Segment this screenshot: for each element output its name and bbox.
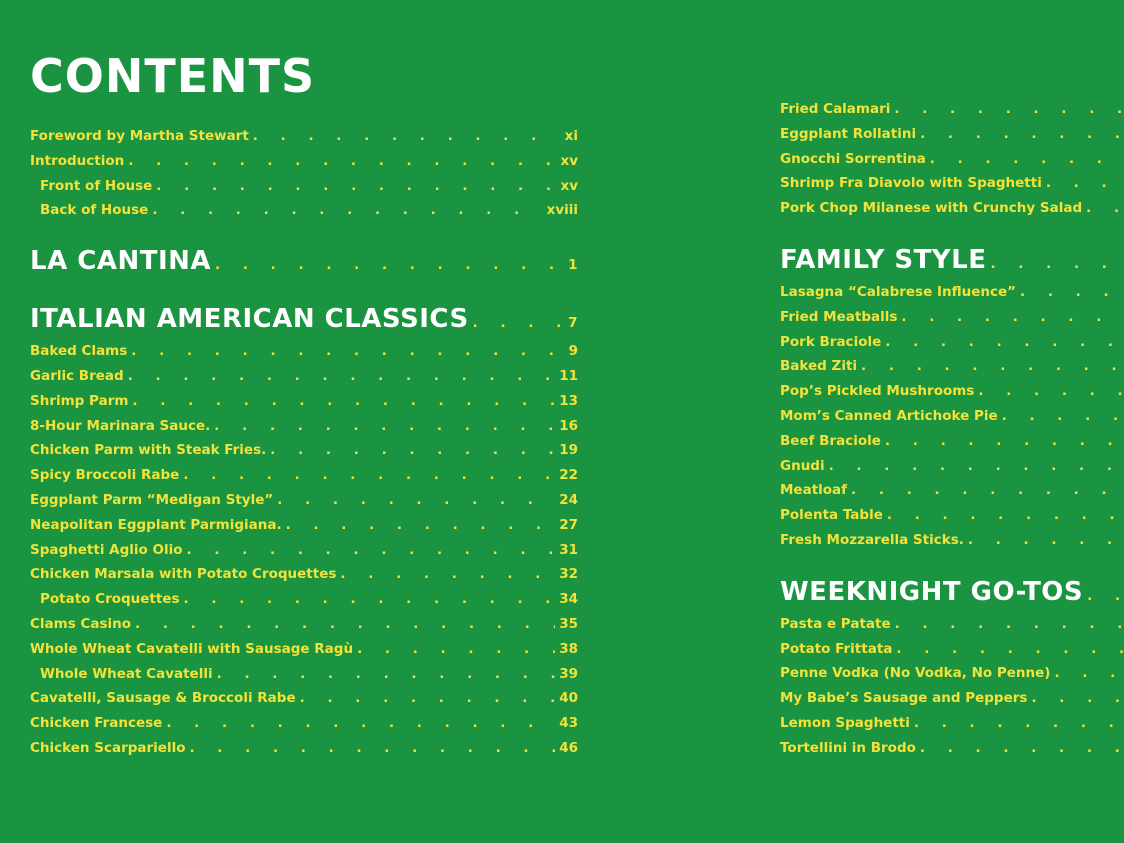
entry-label: 8-Hour Marinara Sauce. — [30, 417, 211, 434]
entry-page: 9 — [568, 343, 578, 360]
toc-entry[interactable] — [780, 736, 1124, 761]
entry-label: Clams Casino — [30, 615, 132, 632]
toc-entry[interactable] — [30, 562, 578, 587]
entry-page: 27 — [559, 516, 578, 533]
continued-list — [780, 97, 1124, 221]
leader-dots — [920, 122, 1124, 147]
entry-label: Eggplant Parm “Medigan Style” — [30, 491, 274, 508]
entry-label: Chicken Francese — [30, 715, 163, 732]
toc-entry[interactable] — [780, 503, 1124, 528]
leader-dots — [184, 587, 556, 612]
toc-right-page — [780, 97, 1124, 761]
toc-entry[interactable] — [30, 149, 578, 174]
entry-label: Spaghetti Aglio Olio — [30, 541, 183, 558]
leader-dots — [829, 454, 1124, 479]
entry-label: Mom’s Canned Artichoke Pie — [780, 407, 998, 424]
toc-entry[interactable] — [780, 478, 1124, 503]
entry-page: xviii — [546, 202, 578, 219]
leader-dots — [920, 736, 1124, 761]
leader-dots — [253, 124, 560, 149]
entry-label: Back of House — [40, 202, 149, 219]
entry-label: Foreword by Martha Stewart — [30, 128, 249, 144]
leader-dots — [270, 438, 555, 463]
entry-label: Meatloaf — [780, 482, 848, 499]
entry-label: Tortellini in Brodo — [780, 739, 916, 756]
toc-entry[interactable] — [30, 513, 578, 538]
toc-entry[interactable] — [780, 686, 1124, 711]
entry-label: Pork Braciole — [780, 333, 882, 350]
entry-label: My Babe’s Sausage and Peppers — [780, 690, 1028, 707]
entry-label: Chicken Marsala with Potato Croquettes — [30, 566, 337, 583]
leader-dots — [1046, 171, 1124, 196]
entry-page: 43 — [559, 715, 578, 732]
entry-label: Gnudi — [780, 457, 825, 474]
entry-label: Whole Wheat Cavatelli — [40, 665, 213, 682]
toc-entry[interactable] — [780, 528, 1124, 553]
toc-entry[interactable] — [780, 429, 1124, 454]
leader-dots — [851, 478, 1124, 503]
entry-label: Shrimp Fra Diavolo with Spaghetti — [780, 175, 1042, 192]
section-page: 1 — [568, 257, 578, 274]
toc-entry[interactable] — [780, 612, 1124, 637]
leader-dots — [887, 503, 1124, 528]
entry-label: Chicken Scarpariello — [30, 739, 186, 756]
leader-dots — [152, 198, 542, 223]
leader-dots — [894, 97, 1124, 122]
leader-dots — [340, 562, 555, 587]
leader-dots — [1031, 686, 1124, 711]
toc-entry[interactable] — [30, 364, 578, 389]
leader-dots — [135, 612, 555, 637]
classics-list — [30, 339, 578, 761]
leader-dots — [131, 339, 560, 364]
toc-entry[interactable] — [780, 171, 1124, 196]
leader-dots — [990, 244, 1120, 284]
leader-dots — [286, 513, 556, 538]
entry-label: Shrimp Parm — [30, 392, 129, 409]
leader-dots — [1086, 196, 1124, 221]
entry-label: Potato Frittata — [780, 640, 893, 657]
toc-entry[interactable] — [30, 538, 578, 563]
section-la-cantina[interactable] — [30, 241, 578, 281]
leader-dots — [895, 612, 1124, 637]
entry-label: Whole Wheat Cavatelli with Sausage Ragù — [30, 640, 354, 657]
entry-page: 40 — [559, 690, 578, 707]
toc-entry[interactable] — [780, 196, 1124, 221]
toc-entry[interactable] — [780, 711, 1124, 736]
entry-page: 32 — [559, 566, 578, 583]
section-page: 7 — [568, 315, 578, 332]
leader-dots — [128, 149, 556, 174]
toc-entry[interactable] — [30, 612, 578, 637]
leader-dots — [187, 538, 556, 563]
toc-entry[interactable] — [30, 339, 578, 364]
entry-label: Penne Vodka (No Vodka, No Penne) — [780, 665, 1051, 682]
leader-dots — [885, 429, 1124, 454]
toc-entry[interactable] — [780, 404, 1124, 429]
section-label: WEEKNIGHT GO-TOS — [780, 576, 1084, 607]
entry-label: Chicken Parm with Steak Fries. — [30, 442, 267, 459]
toc-entry[interactable] — [30, 488, 578, 513]
toc-entry[interactable] — [780, 661, 1124, 686]
entry-page: 38 — [559, 640, 578, 657]
toc-entry[interactable] — [780, 305, 1124, 330]
leader-dots — [132, 389, 555, 414]
entry-label: Neapolitan Eggplant Parmigiana. — [30, 516, 282, 533]
leader-dots — [978, 379, 1124, 404]
section-label: ITALIAN AMERICAN CLASSICS — [30, 304, 469, 335]
entry-label: Spicy Broccoli Rabe — [30, 467, 180, 484]
entry-page: 24 — [559, 491, 578, 508]
entry-label: Fresh Mozzarella Sticks. — [780, 531, 964, 548]
entry-label: Pasta e Patate — [780, 615, 891, 632]
entry-page: 11 — [559, 367, 578, 384]
weeknight-list — [780, 612, 1124, 761]
toc-entry[interactable] — [30, 662, 578, 687]
leader-dots — [156, 174, 556, 199]
leader-dots — [896, 637, 1124, 662]
entry-label: Pop’s Pickled Mushrooms — [780, 383, 975, 400]
section-weeknight-go-tos[interactable] — [780, 572, 1124, 612]
entry-page: 31 — [559, 541, 578, 558]
leader-dots — [1054, 661, 1124, 686]
leader-dots — [861, 354, 1124, 379]
entry-page: xv — [560, 177, 578, 194]
leader-dots — [930, 147, 1124, 172]
toc-entry[interactable] — [30, 124, 578, 149]
entry-label: Potato Croquettes — [40, 591, 180, 608]
entry-label: Cavatelli, Sausage & Broccoli Rabe — [30, 690, 296, 707]
toc-entry[interactable] — [30, 389, 578, 414]
leader-dots — [1087, 576, 1120, 616]
entry-label: Introduction — [30, 152, 125, 169]
leader-dots — [217, 662, 556, 687]
section-label: LA CANTINA — [30, 246, 211, 277]
toc-entry[interactable] — [30, 414, 578, 439]
leader-dots — [473, 303, 564, 343]
entry-page: 13 — [559, 392, 578, 409]
toc-entry[interactable] — [30, 198, 578, 223]
leader-dots — [1002, 404, 1124, 429]
entry-label: Beef Braciole — [780, 432, 881, 449]
toc-left-page — [30, 50, 578, 761]
toc-entry[interactable] — [30, 463, 578, 488]
section-family-style[interactable] — [780, 240, 1124, 280]
entry-label: Baked Ziti — [780, 358, 858, 375]
toc-entry[interactable] — [780, 354, 1124, 379]
entry-page: 16 — [559, 417, 578, 434]
leader-dots — [901, 305, 1124, 330]
entry-page: 22 — [559, 467, 578, 484]
section-italian-american-classics[interactable] — [30, 299, 578, 339]
toc-entry[interactable] — [30, 711, 578, 736]
page-title: CONTENTS — [30, 49, 316, 103]
toc-entry[interactable] — [780, 122, 1124, 147]
toc-entry[interactable] — [780, 330, 1124, 355]
leader-dots — [914, 711, 1124, 736]
toc-entry[interactable] — [30, 736, 578, 761]
entry-page: xv — [560, 152, 578, 169]
toc-entry[interactable] — [780, 379, 1124, 404]
entry-page: 34 — [559, 591, 578, 608]
toc-entry[interactable] — [30, 174, 578, 199]
toc-entry[interactable] — [780, 147, 1124, 172]
entry-label: Front of House — [40, 177, 153, 194]
leader-dots — [128, 364, 556, 389]
entry-label: Gnocchi Sorrentina — [780, 150, 926, 167]
entry-label: Fried Calamari — [780, 101, 891, 117]
entry-label: Lasagna “Calabrese Influence” — [780, 283, 1016, 300]
leader-dots — [189, 736, 555, 761]
toc-entry[interactable] — [780, 280, 1124, 305]
leader-dots — [968, 528, 1124, 553]
toc-entry[interactable] — [30, 587, 578, 612]
leader-dots — [183, 463, 555, 488]
front-matter-list — [30, 124, 578, 223]
leader-dots — [885, 330, 1124, 355]
toc-entry[interactable] — [780, 97, 1124, 122]
toc-entry[interactable] — [30, 438, 578, 463]
toc-entry[interactable] — [30, 686, 578, 711]
toc-entry[interactable] — [30, 637, 578, 662]
leader-dots — [214, 414, 555, 439]
entry-label: Eggplant Rollatini — [780, 125, 917, 142]
toc-entry[interactable] — [780, 637, 1124, 662]
entry-label: Pork Chop Milanese with Crunchy Salad — [780, 200, 1083, 217]
entry-page: 39 — [559, 665, 578, 682]
entry-page: 46 — [559, 739, 578, 756]
leader-dots — [277, 488, 555, 513]
leader-dots — [215, 245, 564, 285]
leader-dots — [357, 637, 555, 662]
entry-label: Fried Meatballs — [780, 308, 898, 325]
entry-label: Lemon Spaghetti — [780, 714, 910, 731]
section-label: FAMILY STYLE — [780, 244, 987, 275]
toc-entry[interactable] — [780, 454, 1124, 479]
leader-dots — [166, 711, 555, 736]
leader-dots — [300, 686, 556, 711]
entry-page: 19 — [559, 442, 578, 459]
entry-label: Baked Clams — [30, 343, 128, 360]
leader-dots — [1020, 280, 1124, 305]
entry-label: Garlic Bread — [30, 367, 124, 384]
entry-page: 35 — [559, 615, 578, 632]
entry-page: xi — [564, 128, 578, 144]
entry-label: Polenta Table — [780, 507, 883, 524]
family-style-list — [780, 280, 1124, 553]
